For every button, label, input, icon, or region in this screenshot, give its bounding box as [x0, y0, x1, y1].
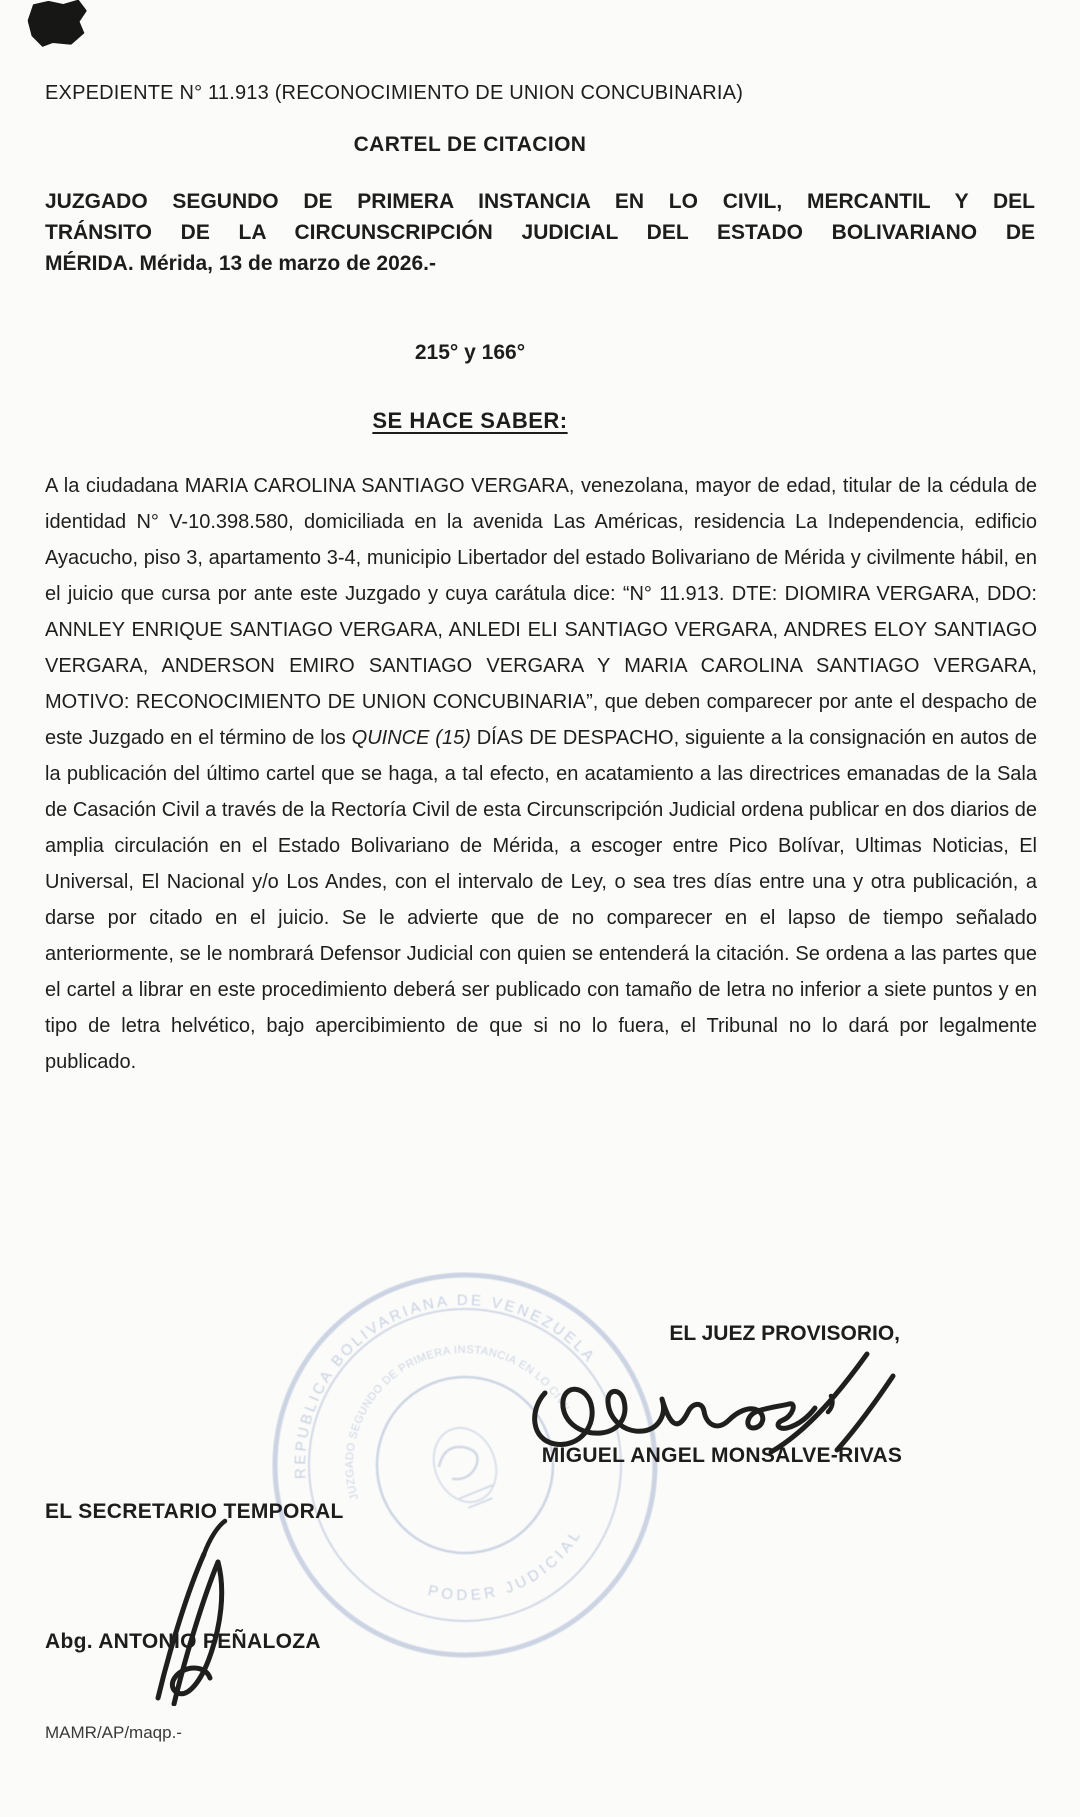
- notice-body: [45, 468, 1037, 1080]
- secretary-name: Abg. ANTONIO PEÑALOZA: [45, 1630, 321, 1653]
- anniversary-years: 215° y 166°: [414, 341, 526, 364]
- notice-body-part1: A la ciudadana MARIA CAROLINA SANTIAGO VERGARA, venezolana, mayor de edad, titular de la cédula de identidad N° V-10.398.580, domiciliada en la avenida Las Américas, residencia La Independencia, edificio Ayacucho, piso 3, apartamento 3-4, municipio Libertador del estado Bolivariano de Mérida y civilmente hábil, en el juicio que cursa por ante este Juzgado y cuya carátula dice: “N° 11.913. DTE: DIOMIRA VERGARA, DDO: ANNLEY ENRIQUE SANTIAGO VERGARA, ANLEDI ELI SANTIAGO VERGARA, ANDRES ELOY SANTIAGO VERGARA, ANDERSON EMIRO SANTIAGO VERGARA Y MARIA CAROLINA SANTIAGO VERGARA, MOTIVO: RECONOCIMIENTO DE UNION CONCUBINARIA”, que deben comparecer por ante el despacho de este Juzgado en el término de los: [45, 475, 1037, 749]
- judge-title: EL JUEZ PROVISORIO,: [669, 1322, 900, 1345]
- notice-body-italic: QUINCE (15): [351, 727, 471, 749]
- judge-signature-stroke-slash: [837, 1376, 893, 1450]
- court-header: [45, 186, 1035, 279]
- notice-heading: SE HACE SABER:: [372, 408, 568, 433]
- seal-top-text: REPUBLICA BOLIVARIANA DE VENEZUELA: [291, 1291, 600, 1480]
- judge-signature-stroke-main: [535, 1389, 815, 1444]
- court-header-line-2: TRÁNSITO DE LA CIRCUNSCRIPCIÓN JUDICIAL DEL ESTADO BOLIVARIANO DE: [45, 221, 1035, 244]
- seal-bottom-text: PODER JUDICIAL: [426, 1525, 586, 1605]
- document-title: CARTEL DE CITACION: [353, 133, 587, 156]
- ink-smudge: [26, 0, 90, 49]
- court-header-line-1: JUZGADO SEGUNDO DE PRIMERA INSTANCIA EN LO CIVIL, MERCANTIL Y DEL: [45, 190, 1035, 213]
- case-number-line: EXPEDIENTE N° 11.913 (RECONOCIMIENTO DE UNION CONCUBINARIA): [45, 82, 744, 104]
- seal-emblem-squiggle: [434, 1441, 483, 1486]
- secretary-signature-stroke-4: [204, 1521, 225, 1554]
- secretary-title: EL SECRETARIO TEMPORAL: [45, 1500, 344, 1523]
- secretary-signature: [128, 1516, 278, 1706]
- court-header-line-3: MÉRIDA. Mérida, 13 de marzo de 2026.-: [45, 252, 436, 275]
- judge-name: MIGUEL ANGEL MONSALVE-RIVAS: [541, 1444, 903, 1467]
- seal-inner-text: JUZGADO SEGUNDO DE PRIMERA INSTANCIA EN LO CIVIL: [343, 1343, 574, 1502]
- seal-emblem-outline: [423, 1419, 507, 1512]
- notice-body-part2: DÍAS DE DESPACHO, siguiente a la consignación en autos de la publicación del último cartel que se haga, a tal efecto, en acatamiento a las directrices emanadas de la Sala de Casación Civil a través de la Rectoría Civil de esta Circunscripción Judicial ordena publicar en dos diarios de amplia circulación en el Estado Bolivariano de Mérida, a escoger entre Pico Bolívar, Ultimas Noticias, El Universal, El Nacional y/o Los Andes, con el intervalo de Ley, o sea tres días entre una y otra publicación, a darse por citado en el juicio. Se le advierte que de no comparecer en el lapso de tiempo señalado anteriormente, se le nombrará Defensor Judicial con quien se entenderá la citación. Se ordena a las partes que el cartel a librar en este procedimiento deberá ser publicado con tamaño de letra no inferior a siete puntos y en tipo de letra helvético, bajo apercibimiento de que si no lo fuera, el Tribunal no lo dará por legalmente publicado.: [45, 727, 1038, 1073]
- footer-initials: MAMR/AP/maqp.-: [45, 1723, 182, 1742]
